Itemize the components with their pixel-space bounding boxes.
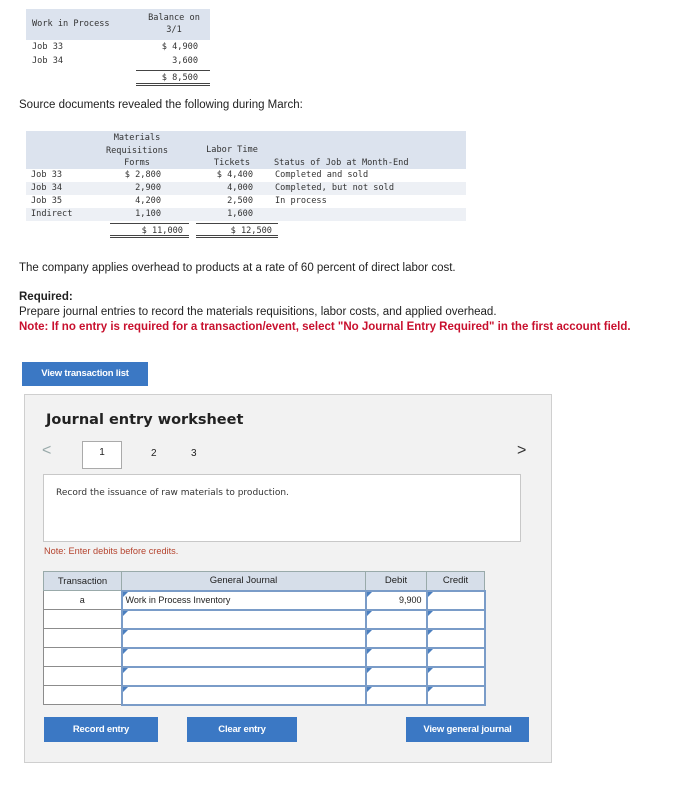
table-row [44, 610, 485, 629]
debit-field[interactable] [366, 686, 427, 705]
table-row [26, 182, 466, 195]
balance-row [26, 40, 210, 54]
debit-value: 9,900 [398, 595, 422, 605]
credit-field[interactable] [427, 629, 485, 648]
record-entry-button[interactable]: Record entry [44, 717, 158, 742]
labor-header [192, 144, 272, 169]
row-label: Indirect [31, 209, 73, 219]
credit-field[interactable] [427, 686, 485, 705]
input-marker-icon [367, 611, 372, 616]
balance-header [26, 9, 210, 40]
row-labor: 4,000 [227, 183, 253, 193]
balance-header-col2 [138, 12, 210, 36]
materials-header-line: Forms [124, 158, 150, 169]
chevron-left-icon[interactable]: < [42, 442, 52, 459]
transaction-cell [44, 686, 122, 705]
row-label: Job 33 [31, 170, 63, 180]
row-labor: $ 4,400 [216, 170, 253, 180]
dropdown-marker-icon [123, 611, 128, 616]
account-field[interactable] [122, 610, 366, 629]
labor-total-cell [196, 223, 278, 238]
materials-total-cell [110, 223, 189, 238]
account-value: Work in Process Inventory [125, 595, 231, 605]
balance-row [26, 54, 210, 68]
dropdown-marker-icon [123, 687, 128, 692]
table-row [44, 667, 485, 686]
balance-row-value: $ 4,900 [161, 42, 198, 52]
input-marker-icon [367, 687, 372, 692]
credit-field[interactable] [427, 667, 485, 686]
table-row [44, 629, 485, 648]
tab-2[interactable]: 2 [151, 448, 157, 459]
dropdown-marker-icon [123, 668, 128, 673]
input-marker-icon [428, 668, 433, 673]
account-field[interactable] [122, 686, 366, 705]
required-title: Required: [19, 291, 73, 303]
debits-note: Note: Enter debits before credits. [44, 546, 179, 556]
materials-total: $ 11,000 [141, 226, 183, 236]
tab-1[interactable]: 1 [82, 441, 122, 469]
table-row [26, 169, 466, 182]
row-labor: 1,600 [227, 209, 253, 219]
balance-header-col1: Work in Process [32, 19, 110, 29]
account-field[interactable] [122, 591, 366, 610]
balance-row-label: Job 34 [32, 56, 64, 66]
row-materials: 1,100 [135, 209, 161, 219]
input-marker-icon [428, 649, 433, 654]
labor-total: $ 12,500 [230, 226, 272, 236]
input-marker-icon [428, 687, 433, 692]
journal-header-row [44, 572, 485, 591]
source-totals [26, 223, 466, 240]
transaction-cell: a [44, 591, 122, 610]
labor-header-line: Labor Time [206, 145, 258, 155]
balance-total-value: $ 8,500 [161, 73, 198, 83]
table-row [44, 648, 485, 667]
row-status: In process [275, 196, 327, 206]
input-marker-icon [367, 668, 372, 673]
transaction-cell [44, 629, 122, 648]
debit-header: Debit [366, 572, 427, 591]
chevron-right-icon[interactable]: > [517, 442, 527, 459]
journal-entry-worksheet [24, 394, 552, 763]
input-marker-icon [428, 611, 433, 616]
debit-field[interactable] [366, 591, 427, 610]
source-header [26, 131, 466, 169]
instruction-box [43, 474, 521, 542]
overhead-text: The company applies overhead to products at a rate of 60 percent of direct labor cost. [19, 262, 456, 274]
view-transaction-list-button[interactable]: View transaction list [22, 362, 148, 386]
intro-text: Source documents revealed the following during March: [19, 99, 303, 111]
materials-header [96, 132, 178, 170]
row-status: Completed, but not sold [275, 183, 394, 193]
status-header: Status of Job at Month-End [274, 158, 409, 168]
materials-header-line: Requisitions [105, 145, 169, 156]
row-label: Job 35 [31, 196, 63, 206]
instruction-text: Record the issuance of raw materials to production. [56, 488, 289, 498]
row-label: Job 34 [31, 183, 63, 193]
balance-total [136, 70, 210, 86]
view-general-journal-button[interactable]: View general journal [406, 717, 529, 742]
transaction-cell [44, 667, 122, 686]
row-materials: 2,900 [135, 183, 161, 193]
balance-row-value: 3,600 [172, 56, 198, 66]
source-documents-table [26, 131, 466, 240]
input-marker-icon [367, 630, 372, 635]
input-marker-icon [367, 649, 372, 654]
account-field[interactable] [122, 629, 366, 648]
input-marker-icon [428, 592, 433, 597]
balance-header-line1: Balance on [148, 13, 200, 23]
input-marker-icon [367, 592, 372, 597]
table-row [26, 195, 466, 208]
transaction-header: Transaction [44, 572, 122, 591]
balance-row-label: Job 33 [32, 42, 64, 52]
required-body: Prepare journal entries to record the materials requisitions, labor costs, and applied overhead. [19, 306, 497, 318]
table-row [26, 208, 466, 221]
journal-table [43, 571, 486, 706]
input-marker-icon [428, 630, 433, 635]
debit-field[interactable] [366, 629, 427, 648]
worksheet-title: Journal entry worksheet [46, 412, 244, 428]
balance-header-line2: 3/1 [166, 25, 182, 35]
credit-header: Credit [427, 572, 485, 591]
credit-field[interactable] [427, 648, 485, 667]
clear-entry-button[interactable]: Clear entry [187, 717, 297, 742]
row-labor: 2,500 [227, 196, 253, 206]
dropdown-marker-icon [123, 649, 128, 654]
wip-balance-table [26, 9, 210, 86]
credit-field[interactable] [427, 591, 485, 610]
account-field[interactable] [122, 648, 366, 667]
debit-field[interactable] [366, 667, 427, 686]
materials-header-line: Materials [113, 133, 161, 143]
account-field[interactable] [122, 667, 366, 686]
transaction-cell [44, 610, 122, 629]
required-note: Note: If no entry is required for a transaction/event, select "No Journal Entry Required" in the first account field. [19, 321, 631, 333]
credit-field[interactable] [427, 610, 485, 629]
transaction-cell [44, 648, 122, 667]
dropdown-marker-icon [123, 630, 128, 635]
labor-header-line: Tickets [213, 157, 251, 168]
row-materials: $ 2,800 [124, 170, 161, 180]
debit-field[interactable] [366, 610, 427, 629]
table-row [44, 686, 485, 705]
tab-3[interactable]: 3 [191, 448, 197, 459]
general-journal-header: General Journal [122, 572, 366, 591]
debit-field[interactable] [366, 648, 427, 667]
dropdown-marker-icon [123, 592, 128, 597]
table-row [44, 591, 485, 610]
row-materials: 4,200 [135, 196, 161, 206]
row-status: Completed and sold [275, 170, 369, 180]
